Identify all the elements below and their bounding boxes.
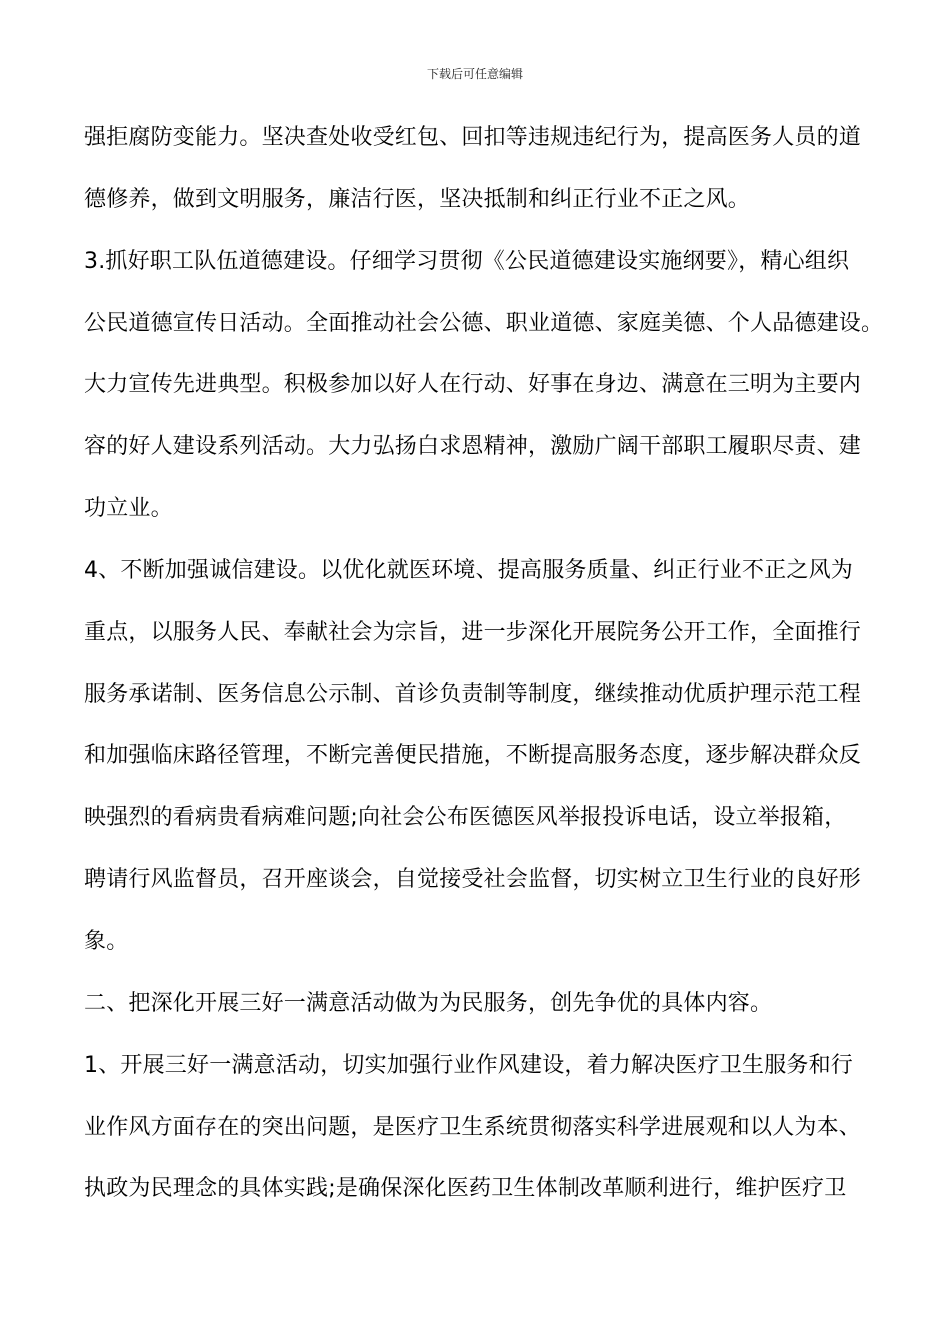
page-header-note: 下载后可任意编辑: [426, 67, 523, 81]
document-body: [84, 118, 884, 1231]
text-line: 聘请行风监督员，召开座谈会，自觉接受社会监督，切实树立卫生行业的良好形: [84, 867, 862, 893]
text-line: 大力宣传先进典型。积极参加以好人在行动、好事在身边、满意在三明为主要内: [84, 372, 862, 398]
text-line: 重点，以服务人民、奉献社会为宗旨，进一步深化开展院务公开工作，全面推行: [84, 619, 862, 645]
text-line: 业作风方面存在的突出问题，是医疗卫生系统贯彻落实科学进展观和以人为本、: [84, 1114, 862, 1140]
section-heading: 二、把深化开展三好一满意活动做为为民服务，创先争优的具体内容。: [84, 990, 773, 1016]
text-line: 公民道德宣传日活动。全面推动社会公德、职业道德、家庭美德、个人品德建设。: [84, 310, 884, 336]
text-line: 功立业。: [84, 496, 173, 522]
text-line: 服务承诺制、医务信息公示制、首诊负责制等制度，继续推动优质护理示范工程: [84, 681, 862, 707]
text-line: 容的好人建设系列活动。大力弘扬白求恩精神，激励广阔干部职工履职尽责、建: [84, 434, 862, 460]
text-line: 象。: [84, 928, 129, 954]
text-line: 映强烈的看病贵看病难问题;向社会公布医德医风举报投诉电话，设立举报箱，: [84, 805, 847, 831]
text-line: 和加强临床路径管理，不断完善便民措施，不断提高服务态度，逐步解决群众反: [84, 743, 862, 769]
text-line: 3.抓好职工队伍道德建设。仔细学习贯彻《公民道德建设实施纲要》，精心组织: [84, 248, 850, 274]
text-line: 4、不断加强诚信建设。以优化就医环境、提高服务质量、纠正行业不正之风为: [84, 557, 853, 583]
text-line: 1、开展三好一满意活动，切实加强行业作风建设，着力解决医疗卫生服务和行: [84, 1052, 853, 1078]
text-line: 德修养，做到文明服务，廉洁行医，坚决抵制和纠正行业不正之风。: [84, 186, 751, 212]
text-line: 强拒腐防变能力。坚决查处收受红包、回扣等违规违纪行为，提高医务人员的道: [84, 125, 862, 150]
text-line: 执政为民理念的具体实践;是确保深化医药卫生体制改革顺利进行，维护医疗卫: [84, 1176, 847, 1202]
